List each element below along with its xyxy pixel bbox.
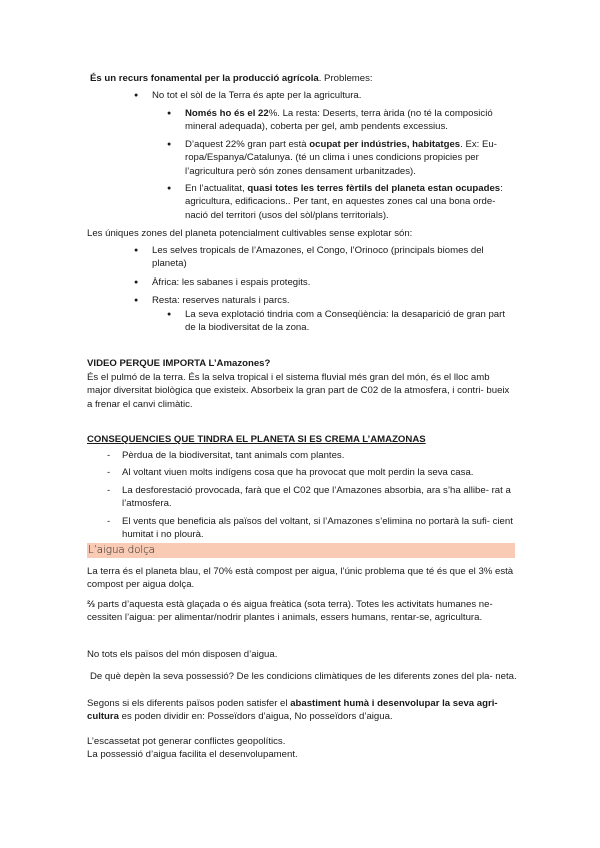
uniques-item: ● Àfrica: les sabanes i espais protegits. (152, 276, 514, 289)
water-p5-text: es poden dividir en: Posseïdors d’aigua, No posseïdors d’aigua. (119, 711, 393, 723)
water-p7: La possessió d’aigua facilita el desenvolupament. (87, 749, 298, 760)
intro-bold: És un recurs fonamental per la producció agrícola (90, 73, 319, 84)
video-heading-text: VIDEO PERQUE IMPORTA L’Amazones? (87, 358, 271, 369)
section-title: L’aigua dolça (88, 544, 155, 556)
water-p4: De què depèn la seva possessió? De les condicions climàtiques de les diferents zones del pla- neta. (90, 671, 517, 682)
level2-item (185, 138, 513, 178)
level1-item (152, 89, 512, 102)
water-p6: L’escassetat pot generar conflictes geopolítics. (87, 736, 286, 747)
consequence-item: ● La seva explotació tindria com a Conseqüència: la desaparició de gran part de la biodiversitat de la zona. (185, 308, 513, 335)
intro-rest: . Problemes: (318, 73, 373, 84)
consequence-point: - Pèrdua de la biodiversitat, tant animals com plantes. (122, 449, 514, 462)
water-p5-bold: abastiment humà i desenvolupar la seva agri- cultura (87, 698, 498, 723)
level2-item (185, 182, 513, 222)
consequence-list (185, 308, 513, 338)
level2-text: D’aquest 22% gran part està (185, 138, 310, 150)
uniques-list (152, 244, 514, 311)
level2-list (185, 107, 513, 225)
section-title-bar (87, 543, 515, 558)
video-text: És el pulmó de la terra. És la selva tropical i el sistema fluvial més gran del món, és el lloc amb major diversitat biològica que existeix. Absorbeix la gran part de C02 de la atmosfera, i contri- bueix a frenar el canvi climàtic. (87, 372, 510, 410)
water-p3: No tots els països del món disposen d’aigua. (87, 649, 278, 660)
water-p5 (87, 697, 515, 724)
level1-list (152, 89, 512, 105)
uniques-item: ● Resta: reserves naturals i parcs. (152, 294, 514, 307)
level1-text: No tot el sòl de la Terra és apte per la agricultura. (152, 90, 362, 101)
water-p2 (87, 598, 515, 625)
level2-bold: ocupat per indústries, habitatges (309, 138, 461, 150)
consequences-heading-text: CONSEQUENCIES QUE TINDRA EL PLANETA SI ES CREMA L’AMAZONAS (87, 434, 426, 445)
level2-item (185, 107, 513, 134)
level2-bold: quasi totes les terres fèrtils del planeta estan ocupades (247, 183, 501, 195)
level2-text: . Ex: Eu- ropa/Espanya/Catalunya. (té un clima i unes condicions propicies per l’agricultura però són zones densament urbanitzades). (185, 138, 497, 177)
water-p1: La terra és el planeta blau, el 70% està compost per aigua, l’únic problema que té és que el 3% està compost per aigua dolça. (87, 566, 514, 591)
consequence-point: - El vents que beneficia als països del voltant, si l’Amazones s’elimina no portarà la sufi- cient humitat i no plourà. (122, 515, 514, 542)
consequence-point: - Al voltant viuen molts indígens cosa que ha provocat que molt perdin la seva casa. (122, 466, 514, 479)
consequences-heading (87, 433, 515, 446)
uniques-item: ● Les selves tropicals de l’Amazones, el Congo, l’Orinoco (principals biomes del planeta) (152, 244, 514, 271)
water-p5-text: Segons si els diferents països poden satisfer el (87, 698, 291, 709)
water-p2-fraction: ⅔ (87, 599, 96, 610)
consequence-point: - La desforestació provocada, farà que el C02 que l’Amazones absorbia, ara s’ha allibe- rat a l’atmosfera. (122, 484, 514, 511)
uniques-intro: Les úniques zones del planeta potencialment cultivables sense explotar són: (87, 228, 413, 239)
water-p2-text: parts d’aquesta està glaçada o és aigua freàtica (sota terra). Totes les activitats humanes ne- cessiten l’aigua: per alimentar/nodrir plantes i animals, essers humans, rentar-se, agricultura. (87, 599, 493, 624)
level2-text: %. La resta: Deserts, terra àrida (no té la composició mineral adequada), coberta per gel, amb pendents excessius. (185, 108, 493, 133)
level2-text: : agricultura, edificacions.. Per tant, en aquestes zones cal una bona orde- nació del territori (usos del sòl/plans territorials). (185, 183, 503, 221)
intro-line (90, 72, 518, 85)
consequences-list (122, 449, 514, 544)
level2-text: En l’actualitat, (185, 183, 248, 195)
video-heading (87, 357, 515, 370)
level2-bold: Només ho és el 22 (185, 108, 269, 119)
